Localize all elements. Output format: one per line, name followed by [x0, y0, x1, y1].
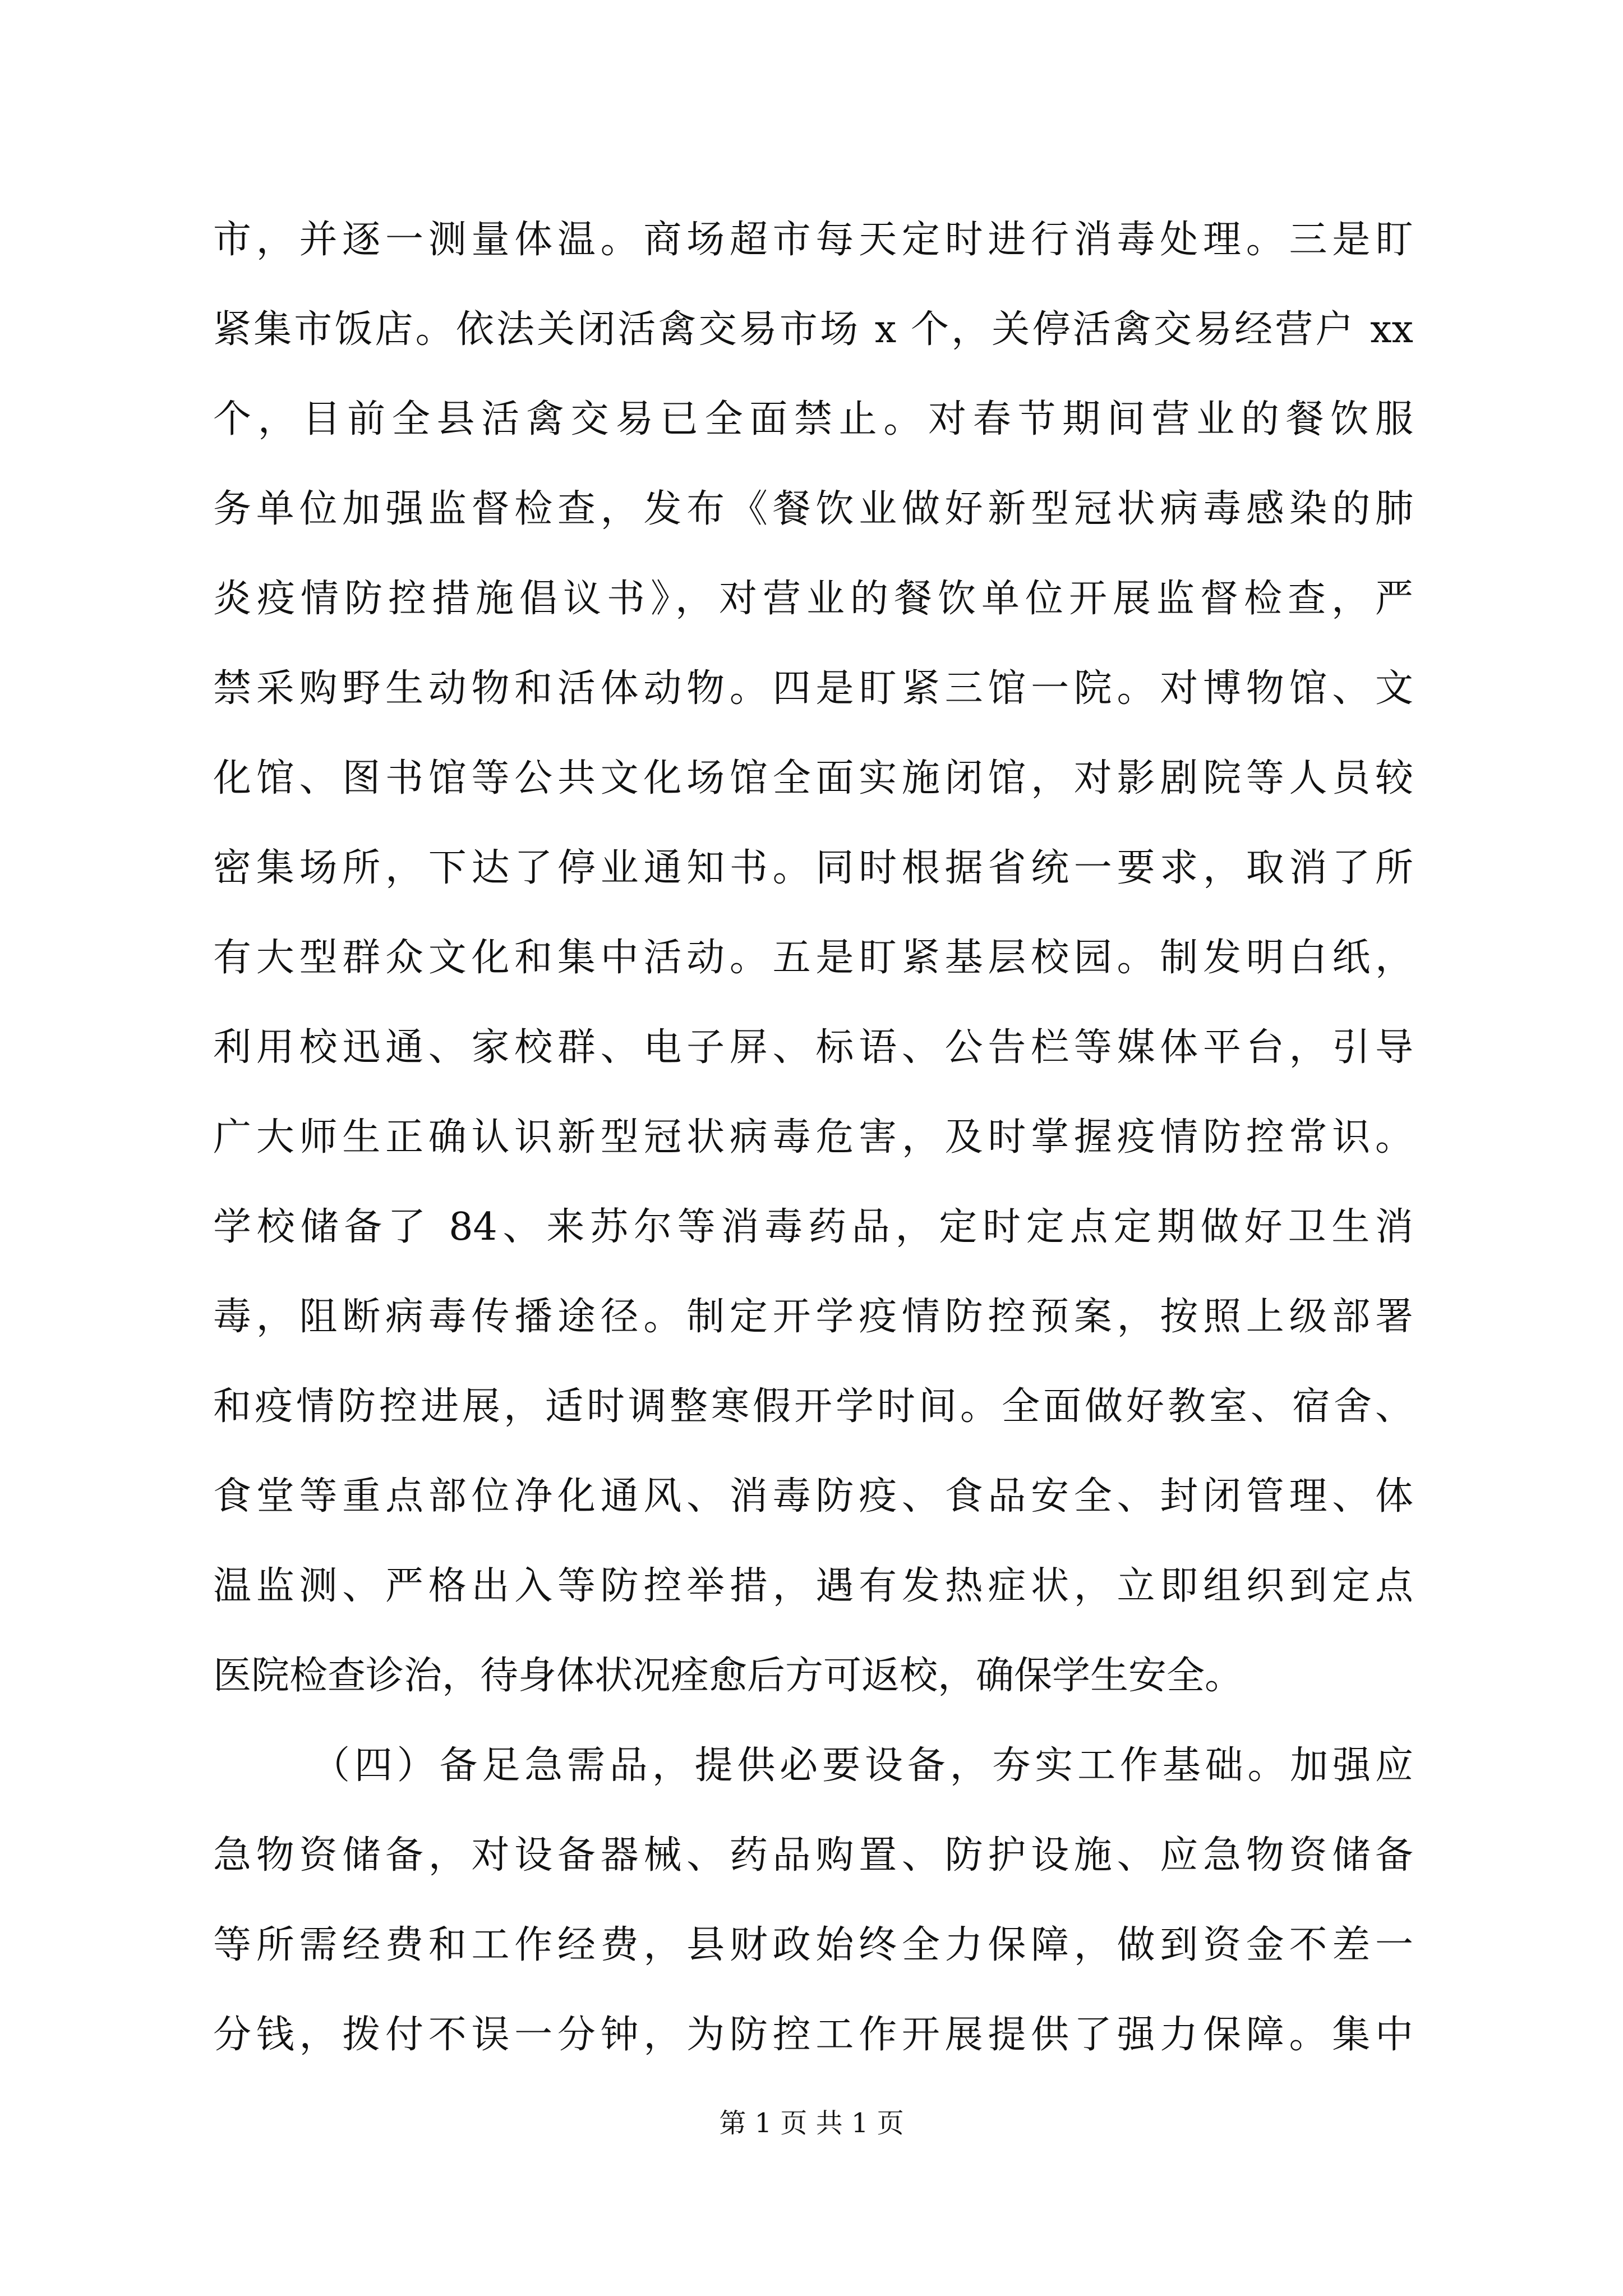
page-number-footer: 第 1 页 共 1 页 — [719, 2108, 904, 2139]
body-line: 毒，阻断病毒传播途径。制定开学疫情防控预案，按照上级部署 — [213, 1295, 1413, 1339]
body-line: 炎疫情防控措施倡议书》，对营业的餐饮单位开展监督检查，严 — [213, 577, 1413, 621]
body-line: 温监测、严格出入等防控举措，遇有发热症状，立即组织到定点 — [213, 1564, 1413, 1608]
body-line: 市，并逐一测量体温。商场超市每天定时进行消毒处理。三是盯 — [213, 218, 1413, 262]
body-line: 等所需经费和工作经费，县财政始终全力保障，做到资金不差一 — [213, 1923, 1413, 1967]
body-line: 和疫情防控进展，适时调整寒假开学时间。全面做好教室、宿舍、 — [213, 1384, 1413, 1429]
body-line: 食堂等重点部位净化通风、消毒防疫、食品安全、封闭管理、体 — [213, 1474, 1413, 1519]
section-heading-line: （四）备足急需品，提供必要设备，夯实工作基础。加强应 — [312, 1743, 1413, 1788]
body-line: 利用校迅通、家校群、电子屏、标语、公告栏等媒体平台，引导 — [213, 1025, 1413, 1070]
body-line: 紧集市饭店。依法关闭活禽交易市场 x 个，关停活禽交易经营户 xx — [213, 307, 1413, 352]
body-line-paragraph-end: 医院检查诊治，待身体状况痊愈后方可返校，确保学生安全。 — [213, 1654, 1243, 1698]
body-line: 分钱，拨付不误一分钟，为防控工作开展提供了强力保障。集中 — [213, 2013, 1413, 2057]
body-line: 急物资储备，对设备器械、药品购置、防护设施、应急物资储备 — [213, 1833, 1413, 1878]
body-line: 个，目前全县活禽交易已全面禁止。对春节期间营业的餐饮服 — [213, 397, 1413, 441]
body-line: 化馆、图书馆等公共文化场馆全面实施闭馆，对影剧院等人员较 — [213, 756, 1413, 800]
body-line: 有大型群众文化和集中活动。五是盯紧基层校园。制发明白纸， — [213, 936, 1413, 980]
body-line: 广大师生正确认识新型冠状病毒危害，及时掌握疫情防控常识。 — [213, 1115, 1413, 1159]
body-line: 学校储备了 84、来苏尔等消毒药品，定时定点定期做好卫生消 — [213, 1205, 1413, 1249]
body-line: 禁采购野生动物和活体动物。四是盯紧三馆一院。对博物馆、文 — [213, 666, 1413, 711]
body-line: 务单位加强监督检查，发布《餐饮业做好新型冠状病毒感染的肺 — [213, 487, 1413, 531]
body-line: 密集场所，下达了停业通知书。同时根据省统一要求，取消了所 — [213, 846, 1413, 890]
